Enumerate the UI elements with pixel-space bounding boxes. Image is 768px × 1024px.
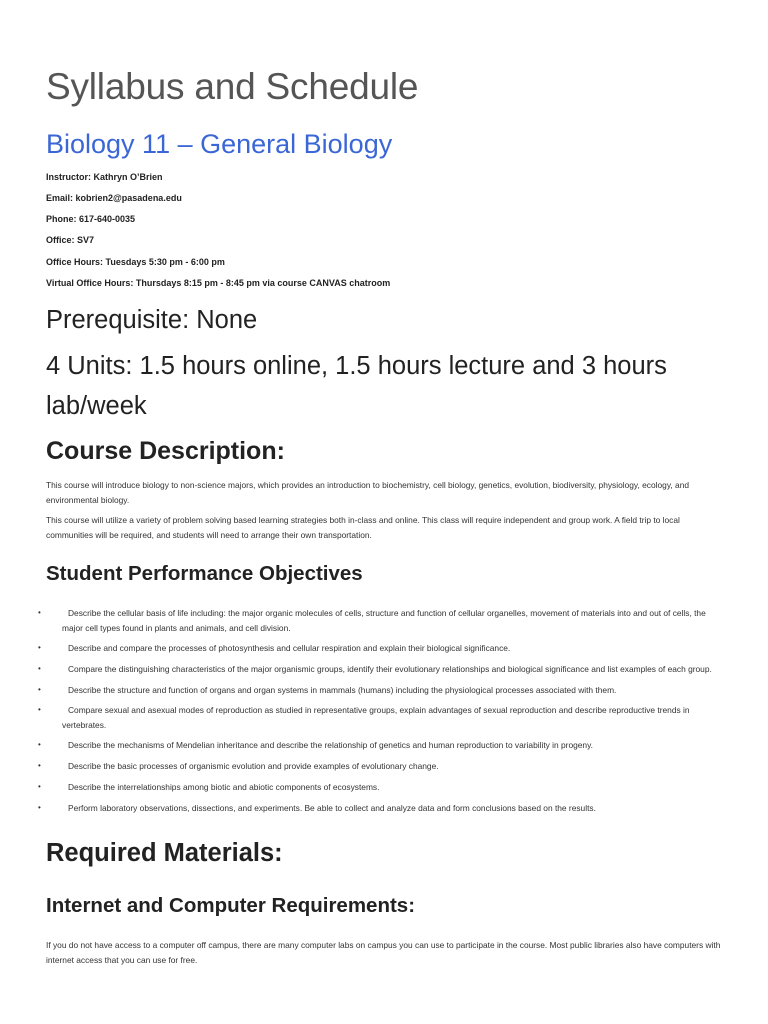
list-item xyxy=(38,759,726,774)
objective-text: Describe the basic processes of organismic evolution and provide examples of evolutionary change. xyxy=(68,761,439,772)
bullet-icon: • xyxy=(38,802,41,812)
phone-line: Phone: 617-640-0035 xyxy=(46,214,136,224)
units-heading-line-2: lab/week xyxy=(46,392,147,420)
objective-text: Describe the mechanisms of Mendelian inheritance and describe the relationship of genetics and human reproduction to variability in progeny. xyxy=(68,740,593,751)
list-item xyxy=(38,801,726,816)
objective-text: Compare the distinguishing characteristics of the major organismic groups, identify their evolutionary relationships and biological significance and list examples of each group. xyxy=(68,663,712,674)
objective-text: Perform laboratory observations, dissections, and experiments. Be able to collect and analyze data and form conclusions based on the results. xyxy=(68,802,596,813)
instructor-line: Instructor: Kathryn O’Brien xyxy=(46,172,163,182)
prerequisite-heading: Prerequisite: None xyxy=(46,306,258,334)
objectives-list xyxy=(38,606,726,821)
bullet-icon: • xyxy=(38,608,41,617)
list-item xyxy=(38,780,726,795)
course-description-heading: Course Description: xyxy=(46,437,285,465)
required-materials-heading: Required Materials: xyxy=(46,839,283,867)
internet-requirements-heading: Internet and Computer Requirements: xyxy=(46,894,416,917)
objective-text: Describe the cellular basis of life including: the major organic molecules of cells, structure and function of cellular organelles, movement of materials into and out of cells, the major cell types found in plants and animals, and cell division. xyxy=(62,608,706,633)
objectives-heading: Student Performance Objectives xyxy=(46,562,363,585)
list-item xyxy=(38,683,726,698)
bullet-icon: • xyxy=(38,705,41,715)
list-item xyxy=(38,606,726,635)
objective-text: Describe the structure and function of organs and organ systems in mammals (humans) including the physiological processes associated with them. xyxy=(68,684,617,695)
bullet-icon: • xyxy=(38,684,41,694)
bullet-icon: • xyxy=(38,740,41,750)
internet-requirements-paragraph: If you do not have access to a computer off campus, there are many computer labs on campus you can use to participate in the course. Most public libraries also have computers with internet access that you can use for free. xyxy=(46,940,721,965)
list-item xyxy=(38,703,726,732)
page-title: Syllabus and Schedule xyxy=(46,66,419,107)
office-line: Office: SV7 xyxy=(46,235,95,245)
office-hours-line: Office Hours: Tuesdays 5:30 pm - 6:00 pm xyxy=(46,257,225,267)
course-title: Biology 11 – General Biology xyxy=(46,129,393,159)
objective-text: Compare sexual and asexual modes of reproduction as studied in representative groups, explain advantages of sexual reproduction and describe reproductive trends in vertebrates. xyxy=(62,705,690,730)
list-item xyxy=(38,662,726,677)
units-heading-line-1: 4 Units: 1.5 hours online, 1.5 hours lecture and 3 hours xyxy=(46,352,667,380)
bullet-icon: • xyxy=(38,781,41,791)
objective-text: Describe and compare the processes of photosynthesis and cellular respiration and explain their biological significance. xyxy=(68,643,511,654)
course-description-paragraph-1: This course will introduce biology to non-science majors, which provides an introduction to biochemistry, cell biology, genetics, evolution, biodiversity, physiology, ecology, and environmental biology. xyxy=(46,480,690,505)
bullet-icon: • xyxy=(38,643,41,653)
email-line: Email: kobrien2@pasadena.edu xyxy=(46,193,182,203)
objective-text: Describe the interrelationships among biotic and abiotic components of ecosystems. xyxy=(68,781,380,792)
bullet-icon: • xyxy=(38,761,41,771)
list-item xyxy=(38,641,726,656)
course-description-paragraph-2: This course will utilize a variety of problem solving based learning strategies both in-class and online. This class will require independent and group work. A field trip to local communities will be required, and students will need to arrange their own transportation. xyxy=(46,515,680,540)
virtual-office-hours-line: Virtual Office Hours: Thursdays 8:15 pm - 8:45 pm via course CANVAS chatroom xyxy=(46,278,391,288)
bullet-icon: • xyxy=(38,663,41,673)
list-item xyxy=(38,738,726,753)
